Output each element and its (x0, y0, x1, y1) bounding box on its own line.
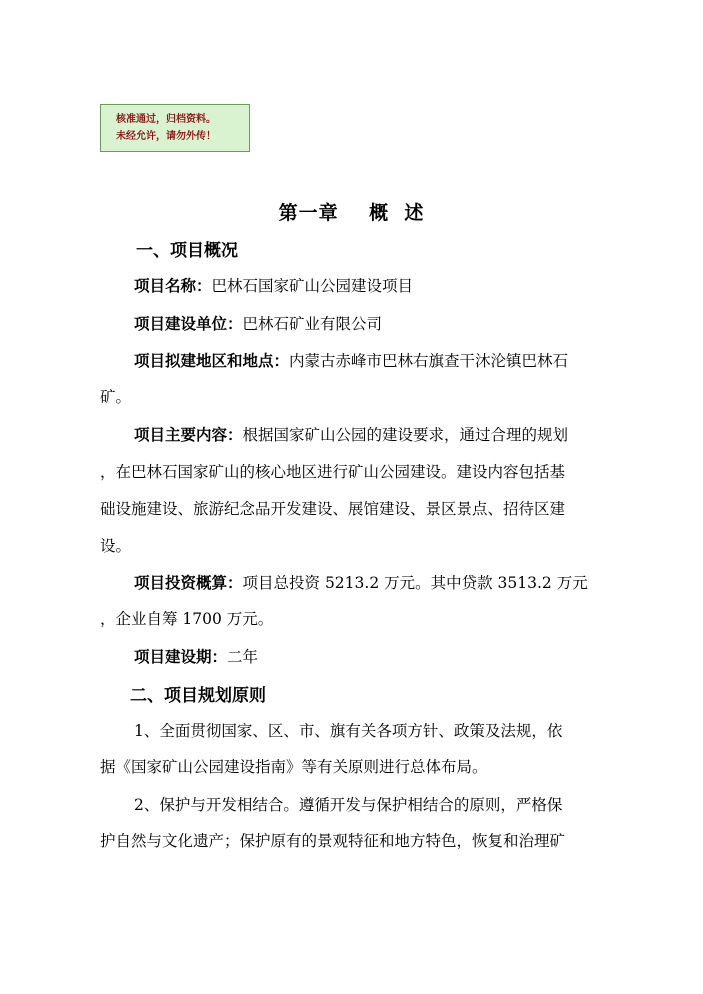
project-location-line-2: 矿。 (100, 388, 132, 406)
project-content-text-3: 础设施建设、旅游纪念品开发建设、展馆建设、景区景点、招待区建 (100, 500, 566, 518)
project-name-line (134, 274, 413, 296)
section-heading-overview: 一、项目概况 (136, 241, 238, 261)
principle-2-line-1: 2、保护与开发相结合。遵循开发与保护相结合的原则，严格保 (134, 796, 563, 814)
project-investment-line (134, 571, 588, 593)
project-unit-label: 项目建设单位： (134, 314, 243, 333)
project-content-label: 项目主要内容： (134, 425, 243, 444)
project-unit-line (134, 312, 382, 334)
principle-1-line-2: 据《国家矿山公园建设指南》等有关原则进行总体布局。 (100, 758, 488, 776)
stamp-line-1: 核准通过，归档资料。 (116, 114, 216, 125)
approval-stamp (100, 104, 250, 152)
stamp-line-2: 未经允许，请勿外传！ (116, 131, 216, 142)
project-content-text-1: 根据国家矿山公园的建设要求，通过合理的规划 (242, 426, 569, 444)
project-unit-value: 巴林石矿业有限公司 (242, 315, 383, 333)
project-period-value: 二年 (227, 648, 259, 666)
chapter-title: 第一章 概 述 (278, 202, 425, 224)
project-investment-text-2: ，企业自筹 1700 万元。 (100, 610, 274, 628)
project-location-value: 内蒙古赤峰市巴林右旗查干沐沦镇巴林石 (289, 352, 569, 370)
project-location-label: 项目拟建地区和地点： (134, 351, 290, 370)
project-content-text-2: ，在巴林石国家矿山的核心地区进行矿山公园建设。建设内容包括基 (100, 463, 566, 481)
project-investment-text-1: 项目总投资 5213.2 万元。其中贷款 3513.2 万元 (242, 574, 588, 592)
project-location-line (134, 349, 568, 371)
project-period-line (134, 645, 258, 667)
section-heading-principles: 二、项目规划原则 (130, 686, 266, 706)
project-content-text-4: 设。 (100, 537, 132, 555)
project-content-line (134, 423, 568, 445)
project-name-value: 巴林石国家矿山公园建设项目 (211, 277, 414, 295)
principle-2-line-2: 护自然与文化遗产；保护原有的景观特征和地方特色，恢复和治理矿 (100, 832, 566, 850)
project-investment-label: 项目投资概算： (134, 573, 243, 592)
project-period-label: 项目建设期： (134, 647, 228, 666)
project-name-label: 项目名称： (134, 276, 212, 295)
principle-1-line-1: 1、全面贯彻国家、区、市、旗有关各项方针、政策及法规，依 (134, 722, 563, 740)
